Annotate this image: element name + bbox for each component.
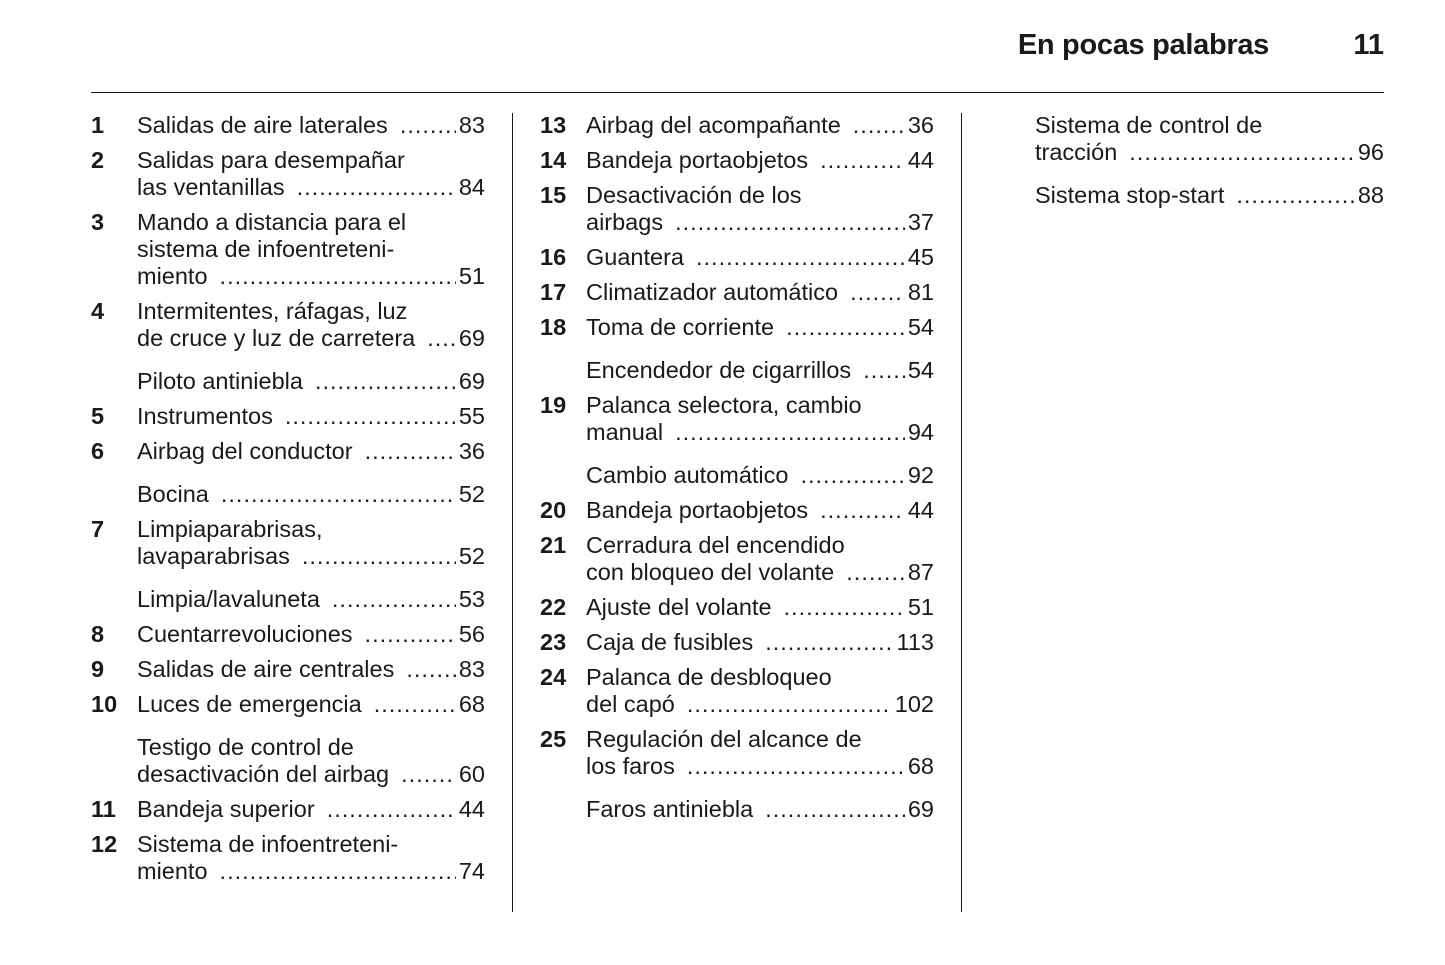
index-entry bbox=[91, 403, 485, 430]
entry-text: desactivación del airbag bbox=[137, 761, 390, 787]
entry-page-number: 51 bbox=[458, 263, 485, 289]
dot-leader bbox=[285, 403, 456, 430]
dot-leader bbox=[221, 481, 456, 508]
entry-page-number: 60 bbox=[458, 761, 485, 787]
entry-page-number: 36 bbox=[458, 438, 485, 464]
entry-text: Cambio automático bbox=[586, 462, 789, 488]
entry-text: Sistema de infoentreteni- bbox=[137, 831, 399, 857]
index-entry bbox=[1035, 112, 1384, 166]
page-title: En pocas palabras bbox=[1017, 29, 1269, 61]
index-entry bbox=[91, 368, 485, 395]
dot-leader bbox=[400, 112, 456, 139]
entry-number: 11 bbox=[91, 796, 116, 822]
entry-text: los faros bbox=[586, 753, 675, 779]
dot-leader bbox=[687, 753, 905, 780]
index-entry bbox=[91, 831, 485, 885]
index-entry bbox=[540, 182, 934, 236]
entry-number: 7 bbox=[91, 516, 105, 542]
entry-text: airbags bbox=[586, 209, 664, 235]
entry-text: Palanca selectora, cambio bbox=[586, 392, 862, 418]
entry-page-number: 74 bbox=[458, 858, 485, 884]
dot-leader bbox=[374, 691, 456, 718]
index-entry bbox=[91, 796, 485, 823]
entry-number: 2 bbox=[91, 147, 105, 173]
dot-leader bbox=[220, 858, 456, 885]
entry-page-number: 69 bbox=[458, 325, 485, 351]
dot-leader bbox=[820, 497, 905, 524]
entry-number: 14 bbox=[540, 147, 567, 173]
dot-leader bbox=[332, 586, 456, 613]
index-entry bbox=[540, 532, 934, 586]
entry-text: Ajuste del volante bbox=[586, 594, 772, 620]
index-entry bbox=[91, 481, 485, 508]
dot-leader bbox=[853, 112, 905, 139]
entry-number: 8 bbox=[91, 621, 105, 647]
entry-number: 5 bbox=[91, 403, 105, 429]
index-column-2 bbox=[540, 112, 934, 831]
dot-leader bbox=[406, 656, 456, 683]
entry-text: Instrumentos bbox=[137, 403, 273, 429]
index-entry bbox=[540, 244, 934, 271]
entry-text: Caja de fusibles bbox=[586, 629, 754, 655]
entry-text: Salidas para desempañar bbox=[137, 147, 405, 173]
entry-number: 6 bbox=[91, 438, 105, 464]
dot-leader bbox=[401, 761, 456, 788]
entry-page-number: 87 bbox=[907, 559, 934, 585]
dot-leader bbox=[863, 357, 905, 384]
index-entry bbox=[1035, 182, 1384, 209]
column-divider bbox=[512, 113, 513, 912]
entry-text: Bandeja portaobjetos bbox=[586, 497, 809, 523]
index-entry bbox=[91, 656, 485, 683]
entry-page-number: 94 bbox=[907, 419, 934, 445]
entry-page-number: 81 bbox=[907, 279, 934, 305]
entry-text: lavaparabrisas bbox=[137, 543, 290, 569]
entry-text: Limpiaparabrisas, bbox=[137, 516, 323, 542]
entry-text: Piloto antiniebla bbox=[137, 368, 303, 394]
index-entry bbox=[540, 147, 934, 174]
entry-number: 12 bbox=[91, 831, 118, 857]
entry-text: Sistema de control de bbox=[1035, 112, 1263, 138]
index-entry bbox=[540, 392, 934, 446]
entry-text: Regulación del alcance de bbox=[586, 726, 862, 752]
entry-text: miento bbox=[137, 858, 208, 884]
dot-leader bbox=[1236, 182, 1354, 209]
entry-page-number: 52 bbox=[458, 543, 485, 569]
index-entry bbox=[91, 147, 485, 201]
page-header bbox=[91, 0, 1384, 93]
index-entry bbox=[540, 726, 934, 780]
entry-text: Bandeja superior bbox=[137, 796, 315, 822]
entry-number: 20 bbox=[540, 497, 567, 523]
entry-number: 24 bbox=[540, 664, 567, 690]
entry-page-number: 69 bbox=[907, 796, 934, 822]
entry-page-number: 83 bbox=[458, 112, 485, 138]
dot-leader bbox=[800, 462, 904, 489]
index-column-3 bbox=[1035, 112, 1384, 225]
entry-number: 23 bbox=[540, 629, 567, 655]
dot-leader bbox=[846, 559, 905, 586]
entry-text: Palanca de desbloqueo bbox=[586, 664, 832, 690]
entry-number: 22 bbox=[540, 594, 567, 620]
dot-leader bbox=[786, 314, 905, 341]
entry-page-number: 45 bbox=[907, 244, 934, 270]
dot-leader bbox=[765, 796, 905, 823]
index-entry bbox=[540, 357, 934, 384]
entry-page-number: 37 bbox=[907, 209, 934, 235]
index-entry bbox=[540, 112, 934, 139]
index-entry bbox=[91, 438, 485, 465]
entry-number: 1 bbox=[91, 112, 105, 138]
entry-text: Toma de corriente bbox=[586, 314, 775, 340]
entry-text: Luces de emergencia bbox=[137, 691, 362, 717]
entry-page-number: 56 bbox=[458, 621, 485, 647]
page-number: 11 bbox=[1353, 29, 1384, 61]
index-entry bbox=[91, 112, 485, 139]
entry-page-number: 88 bbox=[1357, 182, 1384, 208]
entry-page-number: 96 bbox=[1357, 139, 1384, 165]
entry-text: Limpia/lavaluneta bbox=[137, 586, 320, 612]
entry-number: 3 bbox=[91, 209, 105, 235]
entry-page-number: 44 bbox=[458, 796, 485, 822]
entry-page-number: 51 bbox=[907, 594, 934, 620]
entry-text: Salidas de aire centrales bbox=[137, 656, 395, 682]
index-entry bbox=[91, 621, 485, 648]
index-entry bbox=[540, 462, 934, 489]
dot-leader bbox=[696, 244, 905, 271]
entry-number: 18 bbox=[540, 314, 567, 340]
entry-page-number: 54 bbox=[907, 357, 934, 383]
entry-page-number: 68 bbox=[458, 691, 485, 717]
index-entry bbox=[91, 586, 485, 613]
entry-page-number: 53 bbox=[458, 586, 485, 612]
index-entry bbox=[91, 734, 485, 788]
entry-text: Airbag del conductor bbox=[137, 438, 353, 464]
entry-page-number: 52 bbox=[458, 481, 485, 507]
entry-text: Intermitentes, ráfagas, luz bbox=[137, 298, 408, 324]
index-column-1 bbox=[91, 112, 485, 893]
dot-leader bbox=[850, 279, 905, 306]
entry-text: del capó bbox=[586, 691, 675, 717]
entry-text: Climatizador automático bbox=[586, 279, 839, 305]
entry-number: 21 bbox=[540, 532, 567, 558]
entry-page-number: 36 bbox=[907, 112, 934, 138]
entry-text: manual bbox=[586, 419, 664, 445]
entry-number: 4 bbox=[91, 298, 105, 324]
dot-leader bbox=[1129, 139, 1355, 166]
entry-text: Airbag del acompañante bbox=[586, 112, 841, 138]
column-divider bbox=[961, 113, 962, 912]
dot-leader bbox=[315, 368, 456, 395]
dot-leader bbox=[297, 174, 456, 201]
entry-text: con bloqueo del volante bbox=[586, 559, 835, 585]
dot-leader bbox=[302, 543, 456, 570]
entry-page-number: 68 bbox=[907, 753, 934, 779]
dot-leader bbox=[675, 419, 905, 446]
entry-text: Guantera bbox=[586, 244, 684, 270]
index-entry bbox=[91, 516, 485, 570]
entry-text: Testigo de control de bbox=[137, 734, 354, 760]
dot-leader bbox=[820, 147, 905, 174]
entry-text: Cerradura del encendido bbox=[586, 532, 845, 558]
index-entry bbox=[540, 664, 934, 718]
entry-text: de cruce y luz de carretera bbox=[137, 325, 416, 351]
dot-leader bbox=[220, 263, 456, 290]
index-entry bbox=[91, 298, 485, 352]
entry-text: las ventanillas bbox=[137, 174, 285, 200]
entry-text: Cuentarrevoluciones bbox=[137, 621, 353, 647]
dot-leader bbox=[784, 594, 905, 621]
index-entry bbox=[540, 594, 934, 621]
entry-number: 13 bbox=[540, 112, 567, 138]
entry-number: 25 bbox=[540, 726, 567, 752]
entry-number: 17 bbox=[540, 279, 567, 305]
entry-page-number: 84 bbox=[458, 174, 485, 200]
index-entry bbox=[540, 796, 934, 823]
entry-page-number: 69 bbox=[458, 368, 485, 394]
entry-page-number: 54 bbox=[907, 314, 934, 340]
dot-leader bbox=[687, 691, 892, 718]
entry-number: 10 bbox=[91, 691, 118, 717]
entry-text: Faros antiniebla bbox=[586, 796, 754, 822]
dot-leader bbox=[365, 621, 456, 648]
entry-text: Salidas de aire laterales bbox=[137, 112, 388, 138]
entry-page-number: 44 bbox=[907, 497, 934, 523]
entry-text: miento bbox=[137, 263, 208, 289]
entry-text: tracción bbox=[1035, 139, 1118, 165]
dot-leader bbox=[365, 438, 456, 465]
entry-number: 9 bbox=[91, 656, 105, 682]
index-entry bbox=[540, 314, 934, 341]
index-entry bbox=[91, 691, 485, 718]
index-entry bbox=[540, 629, 934, 656]
entry-text: sistema de infoentreteni- bbox=[137, 236, 395, 262]
entry-number: 19 bbox=[540, 392, 567, 418]
dot-leader bbox=[675, 209, 905, 236]
entry-number: 16 bbox=[540, 244, 567, 270]
dot-leader bbox=[427, 325, 456, 352]
index-entry bbox=[540, 279, 934, 306]
entry-page-number: 55 bbox=[458, 403, 485, 429]
entry-text: Desactivación de los bbox=[586, 182, 802, 208]
entry-text: Bandeja portaobjetos bbox=[586, 147, 809, 173]
entry-page-number: 102 bbox=[894, 691, 934, 717]
dot-leader bbox=[327, 796, 456, 823]
dot-leader bbox=[765, 629, 893, 656]
index-entry bbox=[91, 209, 485, 290]
entry-text: Sistema stop-start bbox=[1035, 182, 1225, 208]
entry-text: Bocina bbox=[137, 481, 209, 507]
entry-page-number: 44 bbox=[907, 147, 934, 173]
entry-number: 15 bbox=[540, 182, 567, 208]
entry-page-number: 92 bbox=[907, 462, 934, 488]
index-entry bbox=[540, 497, 934, 524]
entry-page-number: 83 bbox=[458, 656, 485, 682]
entry-page-number: 113 bbox=[896, 629, 934, 655]
entry-text: Mando a distancia para el bbox=[137, 209, 407, 235]
entry-text: Encendedor de cigarrillos bbox=[586, 357, 852, 383]
